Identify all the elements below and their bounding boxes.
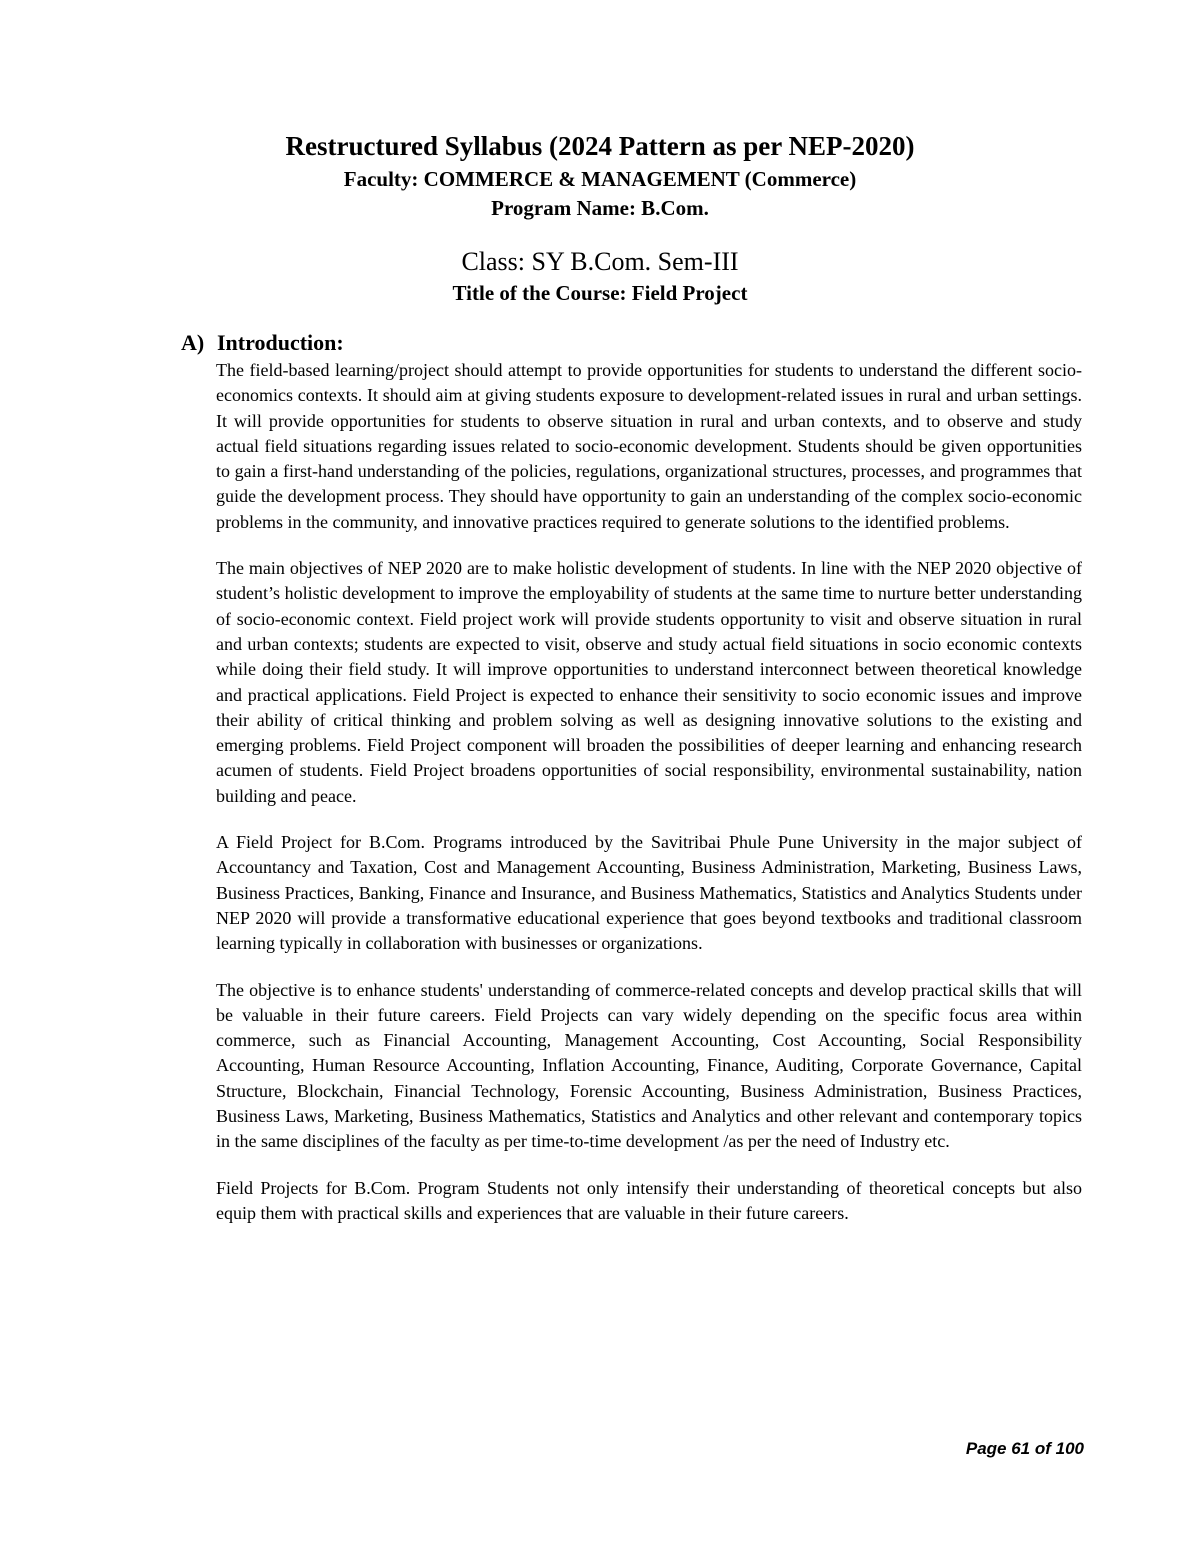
program-name: Program Name: B.Com. [491, 196, 709, 220]
class-heading: Class: SY B.Com. Sem-III [461, 247, 739, 276]
section-heading [181, 327, 344, 359]
section-body [216, 358, 1082, 1247]
paragraph-intro: The field-based learning/project should attempt to provide opportunities for students to understand the different socio-economics contexts. It should aim at giving students exposure to development-related issues in rural and urban settings. It will provide opportunities for students to observe situation in rural and urban contexts, and to observe and study actual field situations regarding issues related to socio-economic development. Students should be given opportunities to gain a first-hand understanding of the policies, regulations, organizational structures, processes, and programmes that guide the development process. They should have opportunity to gain an understanding of the complex socio-economic problems in the community, and innovative practices required to generate solutions to the identified problems. [216, 360, 1082, 532]
section-heading-text: Introduction: [217, 330, 344, 355]
faculty-line: Faculty: COMMERCE & MANAGEMENT (Commerce) [343, 167, 857, 191]
syllabus-title: Restructured Syllabus (2024 Pattern as per NEP-2020) [285, 131, 915, 161]
paragraph-objective: The objective is to enhance students' understanding of commerce-related concepts and develop practical skills that will be valuable in their future careers. Field Projects can vary widely depending on the specific focus area within commerce, such as Financial Accounting, Management Accounting, Cost Accounting, Social Responsibility Accounting, Human Resource Accounting, Inflation Accounting, Finance, Auditing, Corporate Governance, Capital Structure, Blockchain, Financial Technology, Forensic Accounting, Business Administration, Business Practices, Business Laws, Marketing, Business Mathematics, Statistics and Analytics and other relevant and contemporary topics in the same disciplines of the faculty as per time-to-time development /as per the need of Industry etc. [216, 979, 1082, 1152]
paragraph-nep-objectives: The main objectives of NEP 2020 are to make holistic development of students. In line with the NEP 2020 objective of student’s holistic development to improve the employability of students at the same time to nurture better understanding of socio-economic context. Field project work will provide students opportunity to visit and observe situation in rural and urban contexts; students are expected to visit, observe and study actual field situations in socio economic contexts while doing their field study. It will improve opportunities to understand interconnect between theoretical knowledge and practical applications. Field Project is expected to enhance their sensitivity to socio economic issues and improve their ability of critical thinking and problem solving as well as designing innovative solutions to the existing and emerging problems. Field Project component will broaden the possibilities of deeper learning and enhancing research acumen of students. Field Project broadens opportunities of social responsibility, environmental sustainability, nation building and peace. [216, 558, 1082, 806]
course-title: Title of the Course: Field Project [452, 281, 748, 305]
section-marker: A) [181, 330, 205, 355]
paragraph-closing: Field Projects for B.Com. Program Students not only intensify their understanding of theoretical concepts but also equip them with practical skills and experiences that are valuable in their future careers. [216, 1177, 1082, 1223]
paragraph-field-project-programs: A Field Project for B.Com. Programs introduced by the Savitribai Phule Pune University in the major subject of Accountancy and Taxation, Cost and Management Accounting, Business Administration, Marketing, Business Laws, Business Practices, Banking, Finance and Insurance, and Business Mathematics, Statistics and Analytics Students under NEP 2020 will provide a transformative educational experience that goes beyond textbooks and traditional classroom learning typically in collaboration with businesses or organizations. [216, 832, 1082, 954]
page-number: Page 61 of 100 [965, 1439, 1084, 1458]
